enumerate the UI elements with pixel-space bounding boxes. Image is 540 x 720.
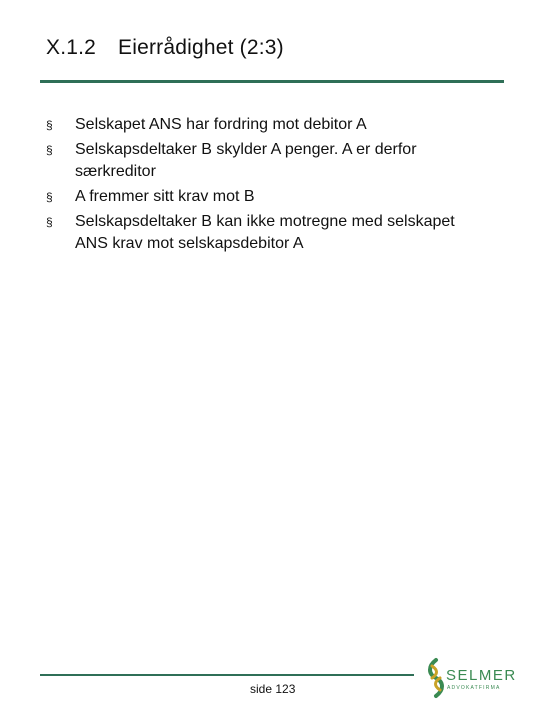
bullet-marker: §: [46, 215, 53, 229]
bullet-item: [46, 139, 486, 183]
logo-subtext: ADVOKATFIRMA: [447, 685, 501, 691]
bullet-item: [46, 211, 486, 255]
bullet-marker: §: [46, 143, 53, 157]
logo-wordmark: SELMER: [446, 667, 517, 684]
bullet-text: Selskapsdeltaker B kan ikke motregne med selskapet ANS krav mot selskapsdebitor A: [75, 213, 455, 252]
bullet-text: Selskapsdeltaker B skylder A penger. A er derfor særkreditor: [75, 141, 417, 180]
bullet-text: A fremmer sitt krav mot B: [75, 188, 255, 205]
title-divider: [40, 80, 504, 83]
footer-divider: [40, 674, 414, 676]
logo-mark-icon: [430, 660, 442, 696]
bullet-item: [46, 114, 486, 136]
bullet-marker: §: [46, 118, 53, 132]
slide-heading: Eierrådighet (2:3): [118, 36, 284, 59]
slide-number: X.1.2: [46, 36, 97, 59]
selmer-logo: [426, 656, 517, 700]
bullet-text: Selskapet ANS har fordring mot debitor A: [75, 116, 367, 133]
bullet-list: [46, 114, 486, 258]
slide-title: [46, 36, 284, 60]
page-number: side 123: [250, 682, 296, 696]
bullet-marker: §: [46, 190, 53, 204]
bullet-item: [46, 186, 486, 208]
